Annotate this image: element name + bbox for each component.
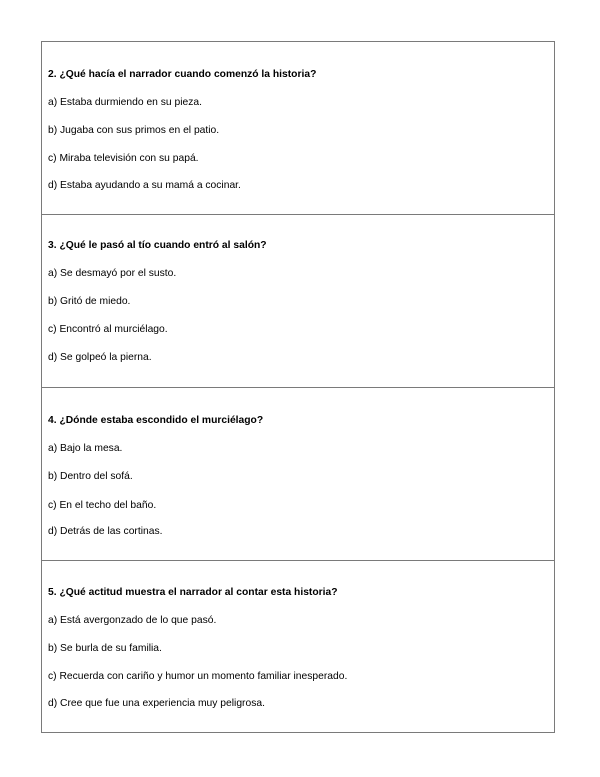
question-text: 5. ¿Qué actitud muestra el narrador al contar esta historia? xyxy=(48,587,338,598)
option-a: a) Bajo la mesa. xyxy=(48,443,123,454)
question-text: 2. ¿Qué hacía el narrador cuando comenzó la historia? xyxy=(48,69,317,80)
option-b: b) Gritó de miedo. xyxy=(48,296,131,307)
option-a: a) Estaba durmiendo en su pieza. xyxy=(48,97,202,108)
option-d: d) Cree que fue una experiencia muy peligrosa. xyxy=(48,698,265,709)
option-c: c) En el techo del baño. xyxy=(48,500,157,511)
quiz-table xyxy=(41,41,555,733)
option-c: c) Recuerda con cariño y humor un momento familiar inesperado. xyxy=(48,671,348,682)
option-d: d) Detrás de las cortinas. xyxy=(48,526,163,537)
option-b: b) Jugaba con sus primos en el patio. xyxy=(48,125,220,136)
option-d: d) Se golpeó la pierna. xyxy=(48,352,152,363)
question-cell xyxy=(42,42,554,215)
question-cell xyxy=(42,561,554,732)
option-c: c) Encontró al murciélago. xyxy=(48,324,168,335)
option-c: c) Miraba televisión con su papá. xyxy=(48,153,199,164)
option-a: a) Se desmayó por el susto. xyxy=(48,268,177,279)
question-text: 3. ¿Qué le pasó al tío cuando entró al salón? xyxy=(48,240,267,251)
option-a: a) Está avergonzado de lo que pasó. xyxy=(48,615,217,626)
option-b: b) Se burla de su familia. xyxy=(48,643,162,654)
option-d: d) Estaba ayudando a su mamá a cocinar. xyxy=(48,180,241,191)
question-cell xyxy=(42,215,554,388)
question-cell xyxy=(42,388,554,561)
question-text: 4. ¿Dónde estaba escondido el murciélago? xyxy=(48,415,264,426)
option-b: b) Dentro del sofá. xyxy=(48,471,133,482)
